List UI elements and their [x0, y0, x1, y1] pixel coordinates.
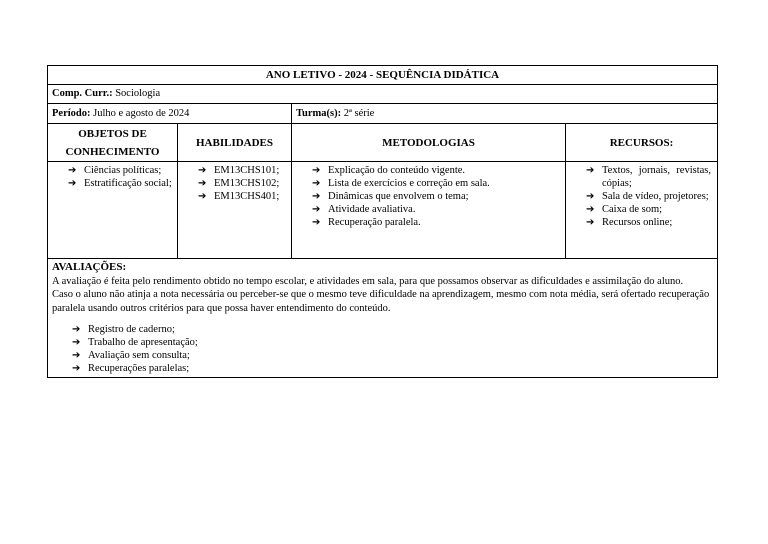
- skills-cell: [178, 162, 291, 258]
- objects-header-line2: CONHECIMENTO: [65, 145, 160, 158]
- resources-cell: [566, 162, 717, 258]
- arrow-right-icon: ➔: [312, 204, 321, 215]
- period-class-row: [48, 104, 717, 124]
- list-item-text: Recuperações paralelas;: [88, 363, 190, 374]
- skills-column: [178, 124, 292, 258]
- list-item-text: Estratificação social;: [84, 178, 172, 189]
- objects-list: [68, 164, 177, 190]
- skills-list: [198, 164, 291, 203]
- resources-column: [566, 124, 717, 258]
- list-item: [312, 190, 565, 203]
- list-item: [312, 177, 565, 190]
- period-cell: [48, 104, 292, 123]
- arrow-right-icon: ➔: [198, 165, 207, 176]
- list-item-text: Dinâmicas que envolvem o tema;: [328, 191, 469, 202]
- comp-value: Sociologia: [115, 88, 161, 99]
- list-item-text: EM13CHS102;: [214, 178, 280, 189]
- objects-column: [48, 124, 178, 258]
- list-item-text: Registro de caderno;: [88, 324, 175, 335]
- class-value: 2ª série: [343, 108, 375, 119]
- evaluations-list: [72, 323, 713, 375]
- list-item: [198, 164, 291, 177]
- arrow-right-icon: ➔: [68, 165, 77, 176]
- evaluations-section: [48, 259, 717, 377]
- resources-header: RECURSOS:: [566, 124, 717, 162]
- class-label: Turma(s):: [296, 108, 342, 119]
- objects-header-line1: OBJETOS DE: [78, 127, 147, 140]
- list-item: [586, 203, 711, 216]
- list-item-text: Recursos online;: [602, 217, 673, 228]
- arrow-right-icon: ➔: [312, 217, 321, 228]
- list-item-text: EM13CHS401;: [214, 191, 280, 202]
- arrow-right-icon: ➔: [72, 337, 81, 348]
- evaluations-paragraph-2: Caso o aluno não atinja a nota necessária ou perceber-se que o mesmo teve dificuldade na aprendizagem, mesmo com nota média, será ofertado recuperação paralela usando outros critérios para que possa haver entendimento do conteúdo.: [52, 289, 710, 314]
- objects-header: [48, 124, 177, 162]
- curricular-component-row: [48, 85, 717, 104]
- list-item-text: Trabalho de apresentação;: [88, 337, 198, 348]
- list-item: [586, 164, 711, 190]
- arrow-right-icon: ➔: [586, 191, 595, 202]
- list-item-text: Sala de vídeo, projetores;: [602, 191, 709, 202]
- list-item-text: Caixa de som;: [602, 204, 663, 215]
- objects-cell: [48, 162, 177, 258]
- list-item-text: Avaliação sem consulta;: [88, 350, 190, 361]
- list-item: [586, 216, 711, 229]
- arrow-right-icon: ➔: [586, 204, 595, 215]
- list-item: [198, 177, 291, 190]
- class-cell: [292, 104, 717, 123]
- methodologies-cell: [292, 162, 565, 258]
- list-item-text: Ciências políticas;: [84, 165, 162, 176]
- list-item-text: Explicação do conteúdo vigente.: [328, 165, 466, 176]
- arrow-right-icon: ➔: [72, 363, 81, 374]
- list-item: [198, 190, 291, 203]
- list-item: [72, 362, 713, 375]
- methodologies-list: [312, 164, 565, 229]
- arrow-right-icon: ➔: [68, 178, 77, 189]
- evaluations-heading: AVALIAÇÕES:: [52, 261, 127, 273]
- arrow-right-icon: ➔: [312, 191, 321, 202]
- list-item-text: Lista de exercícios e correção em sala.: [328, 178, 490, 189]
- comp-label: Comp. Curr.:: [52, 88, 113, 99]
- arrow-right-icon: ➔: [72, 350, 81, 361]
- list-item: [312, 216, 565, 229]
- skills-header: HABILIDADES: [178, 124, 291, 162]
- resources-list: [586, 164, 711, 229]
- arrow-right-icon: ➔: [312, 165, 321, 176]
- arrow-right-icon: ➔: [586, 165, 595, 176]
- list-item: [312, 203, 565, 216]
- arrow-right-icon: ➔: [72, 324, 81, 335]
- arrow-right-icon: ➔: [312, 178, 321, 189]
- arrow-right-icon: ➔: [198, 178, 207, 189]
- arrow-right-icon: ➔: [586, 217, 595, 228]
- didactic-sequence-table: [47, 65, 718, 378]
- list-item-text: EM13CHS101;: [214, 165, 280, 176]
- evaluations-paragraph-1: A avaliação é feita pelo rendimento obtido no tempo escolar, e atividades em sala, para que possamos observar as dificuldades e assimilação do aluno.: [52, 275, 684, 287]
- list-item: [68, 177, 177, 190]
- content-grid: [48, 124, 717, 259]
- methodologies-header: METODOLOGIAS: [292, 124, 565, 162]
- document-title: ANO LETIVO - 2024 - SEQUÊNCIA DIDÁTICA: [48, 66, 717, 85]
- list-item-text: Textos, jornais, revistas, cópias;: [602, 165, 711, 189]
- list-item: [586, 190, 711, 203]
- period-label: Período:: [52, 108, 91, 119]
- period-value: Julho e agosto de 2024: [93, 108, 190, 119]
- list-item: [68, 164, 177, 177]
- list-item: [72, 323, 713, 336]
- methodologies-column: [292, 124, 566, 258]
- arrow-right-icon: ➔: [198, 191, 207, 202]
- list-item: [312, 164, 565, 177]
- list-item-text: Recuperação paralela.: [328, 217, 421, 228]
- list-item-text: Atividade avaliativa.: [328, 204, 416, 215]
- list-item: [72, 349, 713, 362]
- list-item: [72, 336, 713, 349]
